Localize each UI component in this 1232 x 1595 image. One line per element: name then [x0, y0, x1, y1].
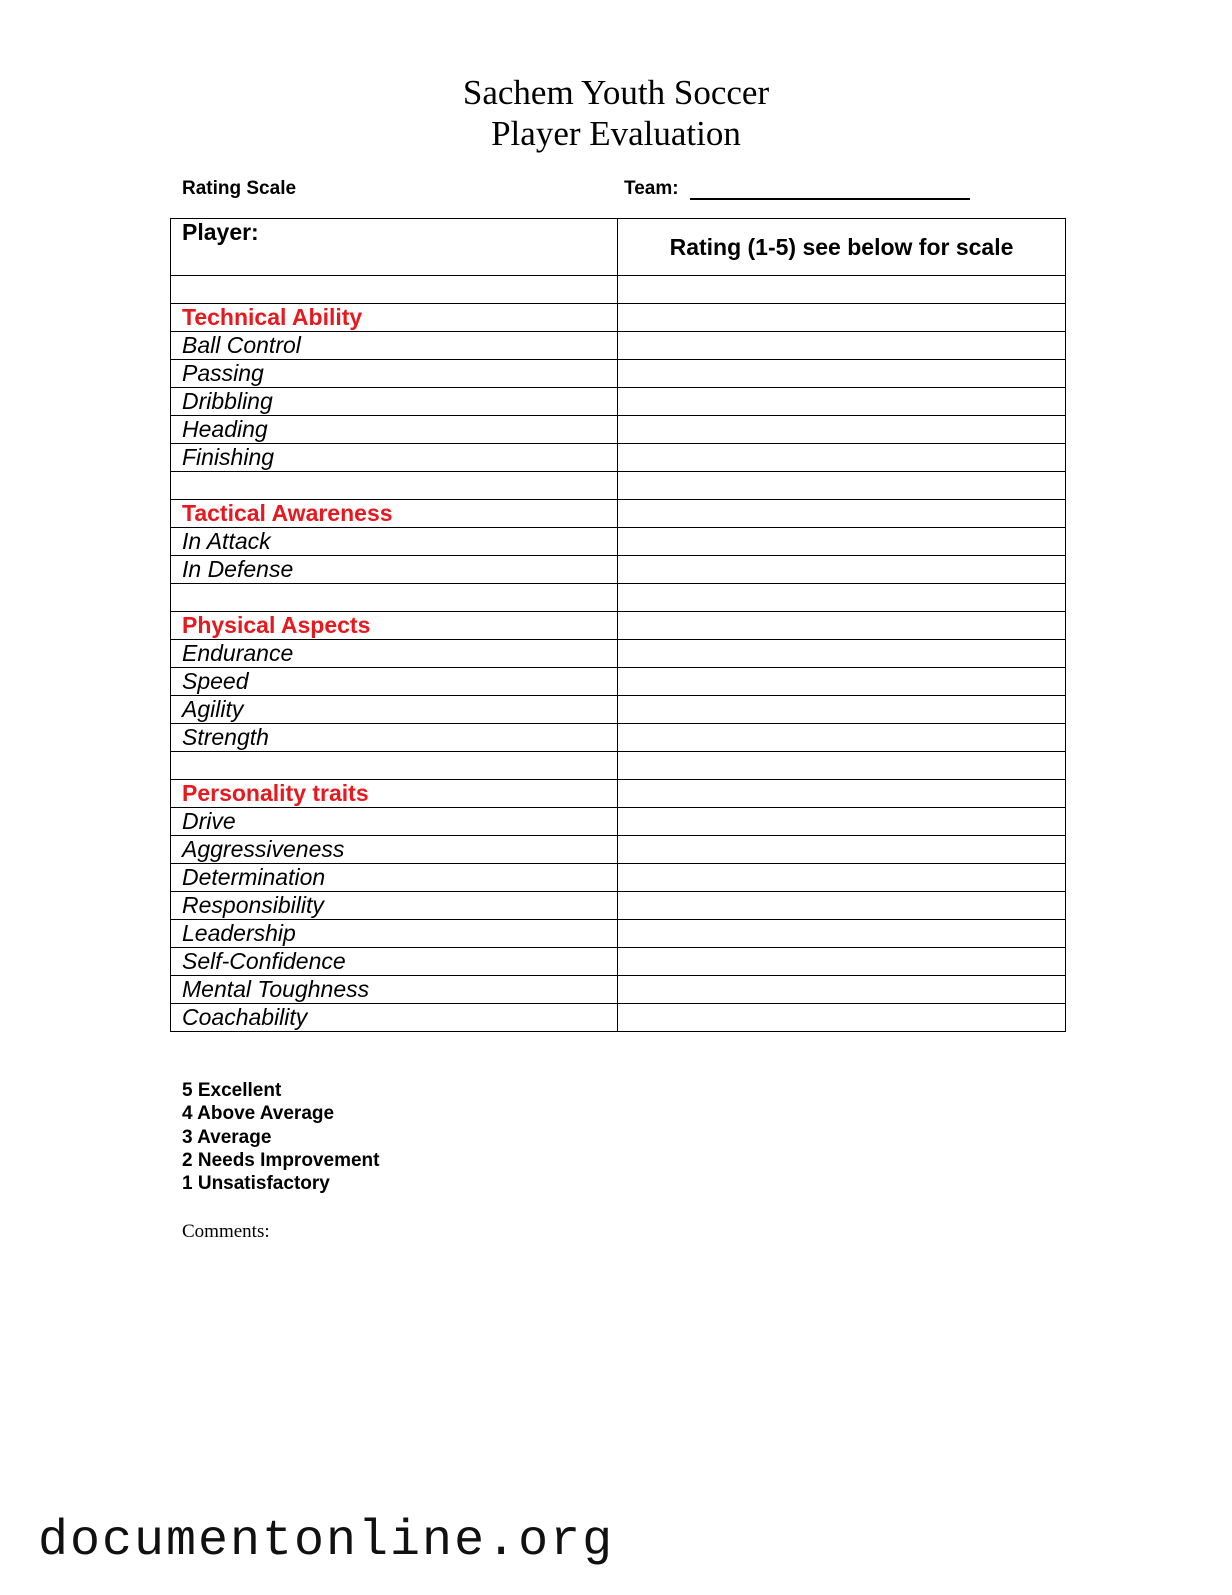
category-row [171, 500, 1066, 528]
criterion-label: Determination [171, 864, 618, 892]
rating-input-cell[interactable] [618, 332, 1066, 360]
criterion-row [171, 640, 1066, 668]
rating-input-cell[interactable] [618, 696, 1066, 724]
blank-rating-cell [618, 304, 1066, 332]
blank-rating-cell [618, 584, 1066, 612]
criterion-label: Drive [171, 808, 618, 836]
category-heading: Physical Aspects [171, 612, 618, 640]
criterion-row [171, 416, 1066, 444]
category-row [171, 612, 1066, 640]
criterion-row [171, 836, 1066, 864]
criterion-row [171, 444, 1066, 472]
criterion-row [171, 696, 1066, 724]
criterion-label: Leadership [171, 920, 618, 948]
criterion-label: Self-Confidence [171, 948, 618, 976]
rating-input-cell[interactable] [618, 948, 1066, 976]
criterion-row [171, 864, 1066, 892]
spacer-row [171, 752, 1066, 780]
scale-entry: 3 Average [182, 1126, 272, 1148]
criterion-row [171, 528, 1066, 556]
blank-cell [171, 472, 618, 500]
criterion-row [171, 948, 1066, 976]
criterion-row [171, 892, 1066, 920]
criterion-label: Ball Control [171, 332, 618, 360]
category-heading: Tactical Awareness [171, 500, 618, 528]
player-label: Player: [182, 219, 259, 245]
criterion-row [171, 556, 1066, 584]
rating-scale-label: Rating Scale [182, 178, 297, 199]
rating-input-cell[interactable] [618, 416, 1066, 444]
rating-input-cell[interactable] [618, 444, 1066, 472]
form-title-line2: Player Evaluation [491, 114, 741, 153]
criterion-label: In Defense [171, 556, 618, 584]
rating-input-cell[interactable] [618, 556, 1066, 584]
spacer-row [171, 472, 1066, 500]
criterion-row [171, 360, 1066, 388]
criterion-label: Coachability [171, 1004, 618, 1032]
criterion-row [171, 332, 1066, 360]
criterion-label: Finishing [171, 444, 618, 472]
scale-entry: 4 Above Average [182, 1103, 335, 1125]
blank-cell [171, 752, 618, 780]
evaluation-table [170, 218, 1066, 1032]
player-field[interactable] [171, 219, 618, 276]
rating-input-cell[interactable] [618, 528, 1066, 556]
blank-rating-cell [618, 472, 1066, 500]
criterion-row [171, 668, 1066, 696]
category-row [171, 780, 1066, 808]
criterion-label: Aggressiveness [171, 836, 618, 864]
criterion-row [171, 808, 1066, 836]
scale-entry: 2 Needs Improvement [182, 1149, 380, 1171]
team-blank-field[interactable] [690, 198, 970, 200]
rating-scale-legend [182, 1079, 379, 1195]
criterion-label: Mental Toughness [171, 976, 618, 1004]
criterion-row [171, 1004, 1066, 1032]
player-header-row [171, 219, 1066, 276]
rating-input-cell[interactable] [618, 1004, 1066, 1032]
spacer-row [171, 584, 1066, 612]
rating-input-cell[interactable] [618, 808, 1066, 836]
criterion-label: Strength [171, 724, 618, 752]
criterion-label: Passing [171, 360, 618, 388]
rating-column-header: Rating (1-5) see below for scale [618, 219, 1066, 276]
blank-rating-cell [618, 612, 1066, 640]
rating-input-cell[interactable] [618, 836, 1066, 864]
blank-cell [171, 276, 618, 304]
criterion-label: Heading [171, 416, 618, 444]
blank-rating-cell [618, 752, 1066, 780]
criterion-label: Dribbling [171, 388, 618, 416]
rating-input-cell[interactable] [618, 640, 1066, 668]
form-title-line1: Sachem Youth Soccer [462, 73, 770, 112]
blank-cell [171, 584, 618, 612]
blank-rating-cell [618, 780, 1066, 808]
rating-input-cell[interactable] [618, 864, 1066, 892]
criterion-label: Responsibility [171, 892, 618, 920]
rating-input-cell[interactable] [618, 976, 1066, 1004]
criterion-label: In Attack [171, 528, 618, 556]
blank-rating-cell [618, 276, 1066, 304]
blank-rating-cell [618, 500, 1066, 528]
criterion-row [171, 388, 1066, 416]
rating-input-cell[interactable] [618, 360, 1066, 388]
category-heading: Personality traits [171, 780, 618, 808]
scale-entry: 1 Unsatisfactory [182, 1173, 330, 1195]
category-heading: Technical Ability [171, 304, 618, 332]
criterion-label: Endurance [171, 640, 618, 668]
watermark: documentonline.org [38, 1513, 615, 1570]
criterion-row [171, 724, 1066, 752]
criterion-row [171, 976, 1066, 1004]
criterion-label: Speed [171, 668, 618, 696]
rating-input-cell[interactable] [618, 920, 1066, 948]
scale-entry: 5 Excellent [182, 1080, 282, 1101]
team-label: Team: [624, 178, 679, 199]
rating-input-cell[interactable] [618, 724, 1066, 752]
rating-input-cell[interactable] [618, 388, 1066, 416]
criterion-label: Agility [171, 696, 618, 724]
rating-input-cell[interactable] [618, 892, 1066, 920]
rating-input-cell[interactable] [618, 668, 1066, 696]
criterion-row [171, 920, 1066, 948]
category-row [171, 304, 1066, 332]
spacer-row [171, 276, 1066, 304]
comments-label: Comments: [182, 1221, 270, 1242]
